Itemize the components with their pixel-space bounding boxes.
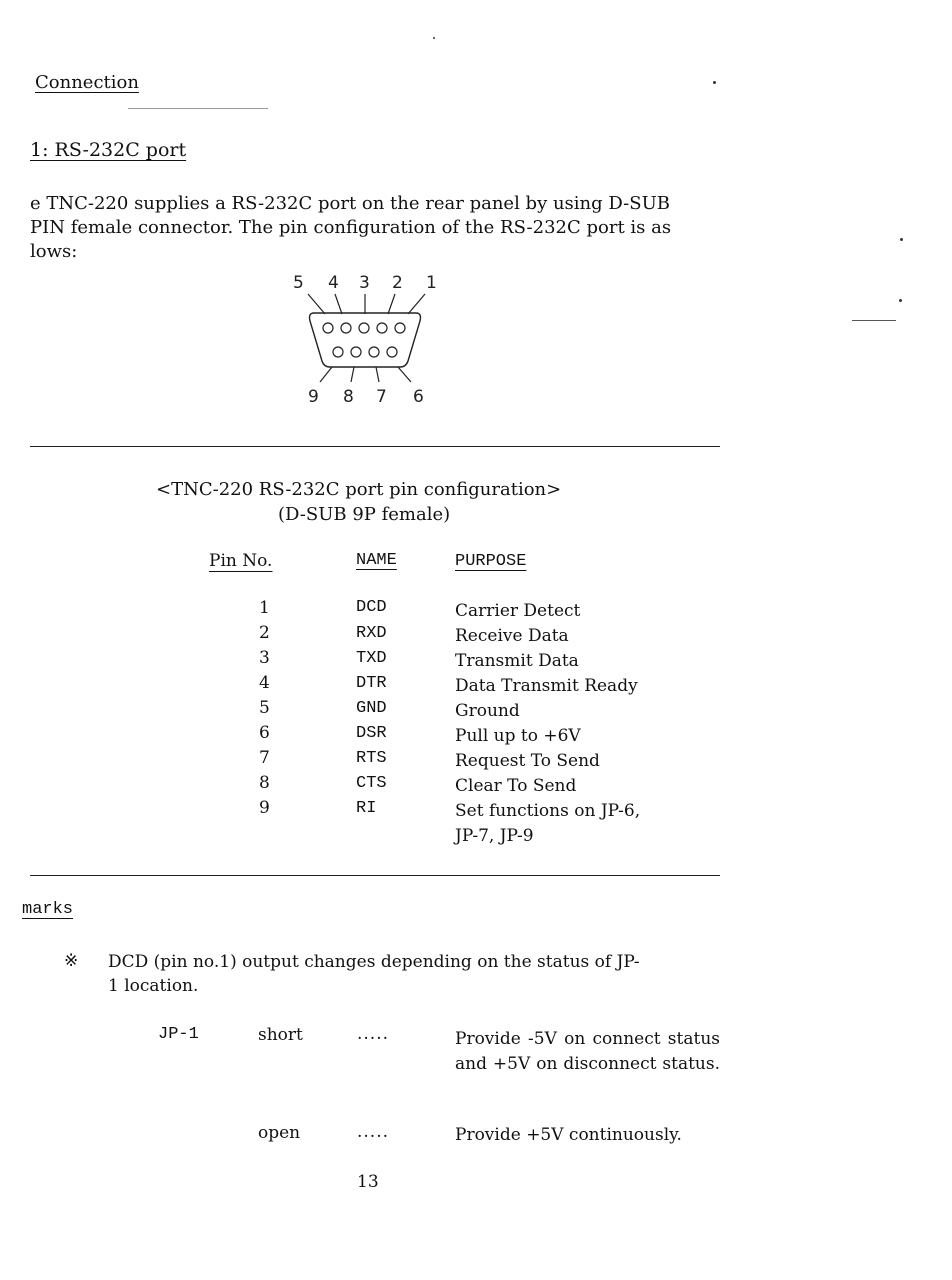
open-dots: ..... xyxy=(357,1122,390,1142)
row-name: CTS xyxy=(356,774,387,793)
scan-streak xyxy=(128,108,268,109)
scan-streak xyxy=(852,320,896,321)
row-purpose: Clear To Send xyxy=(455,776,577,796)
row-purpose: Pull up to +6V xyxy=(455,726,581,746)
scan-speck xyxy=(713,81,716,84)
header-purpose: PURPOSE xyxy=(455,552,527,571)
row-name: RI xyxy=(356,799,377,818)
row-pin: 7 xyxy=(259,748,270,768)
row-pin: 1 xyxy=(259,598,270,618)
row-purpose: Carrier Detect xyxy=(455,601,581,621)
pin-label-2: 2 xyxy=(392,273,403,293)
pin-label-6: 6 xyxy=(413,387,424,407)
remark-line-2: 1 location. xyxy=(108,976,199,996)
pin-label-4: 4 xyxy=(328,273,339,293)
row-name: TXD xyxy=(356,649,387,668)
intro-line-2: PIN female connector. The pin configuration of the RS-232C port is as xyxy=(30,217,672,238)
open-label: open xyxy=(258,1123,301,1143)
short-label: short xyxy=(258,1025,303,1045)
pin-label-8: 8 xyxy=(343,387,354,407)
row-name: DTR xyxy=(356,674,387,693)
row-purpose: Receive Data xyxy=(455,626,569,646)
row-pin: 3 xyxy=(259,648,270,668)
row-purpose: Request To Send xyxy=(455,751,600,771)
row-name: RTS xyxy=(356,749,387,768)
row-pin: 8 xyxy=(259,773,270,793)
divider-top xyxy=(30,446,720,447)
divider-bottom xyxy=(30,875,720,876)
remark-line-1: DCD (pin no.1) output changes depending on the status of JP- xyxy=(108,952,640,972)
row-name: GND xyxy=(356,699,387,718)
row-purpose-continued: JP-7, JP-9 xyxy=(455,826,534,846)
open-description: Provide +5V continuously. xyxy=(455,1125,682,1145)
pin-label-3: 3 xyxy=(359,273,370,293)
row-pin: 2 xyxy=(259,623,270,643)
short-description: Provide -5V on connect status and +5V on disconnect status. xyxy=(455,1029,720,1074)
pin-label-9: 9 xyxy=(308,387,319,407)
header-name: NAME xyxy=(356,551,397,570)
short-dots: ..... xyxy=(357,1024,390,1044)
row-name: DCD xyxy=(356,598,387,617)
scan-speck xyxy=(433,37,435,39)
table-title: <TNC-220 RS-232C port pin configuration> xyxy=(156,479,562,500)
row-purpose: Set functions on JP-6, xyxy=(455,801,641,821)
intro-line-3: lows: xyxy=(30,241,78,262)
row-pin: 5 xyxy=(259,698,270,718)
row-purpose: Transmit Data xyxy=(455,651,579,671)
row-purpose: Data Transmit Ready xyxy=(455,676,638,696)
scan-speck xyxy=(899,299,902,302)
row-pin: 9 xyxy=(259,798,270,818)
subsection-title: 1: RS-232C port xyxy=(30,139,187,161)
row-purpose: Ground xyxy=(455,701,520,721)
row-name: RXD xyxy=(356,624,387,643)
row-pin: 6 xyxy=(259,723,270,743)
row-name: DSR xyxy=(356,724,387,743)
scan-speck xyxy=(900,238,903,241)
reference-mark-icon: ※ xyxy=(64,951,79,971)
pin-label-5: 5 xyxy=(293,273,304,293)
page-number: 13 xyxy=(357,1172,379,1192)
header-pin-no: Pin No. xyxy=(209,551,273,571)
intro-line-1: e TNC-220 supplies a RS-232C port on the rear panel by using D-SUB xyxy=(30,193,670,214)
section-title: Connection xyxy=(35,72,139,93)
jumper-label: JP-1 xyxy=(158,1025,199,1044)
remarks-title: marks xyxy=(22,900,74,919)
row-pin: 4 xyxy=(259,673,270,693)
dsub-connector-diagram xyxy=(280,266,450,416)
pin-label-1: 1 xyxy=(426,273,437,293)
table-subtitle: (D-SUB 9P female) xyxy=(278,504,451,525)
pin-label-7: 7 xyxy=(376,387,387,407)
